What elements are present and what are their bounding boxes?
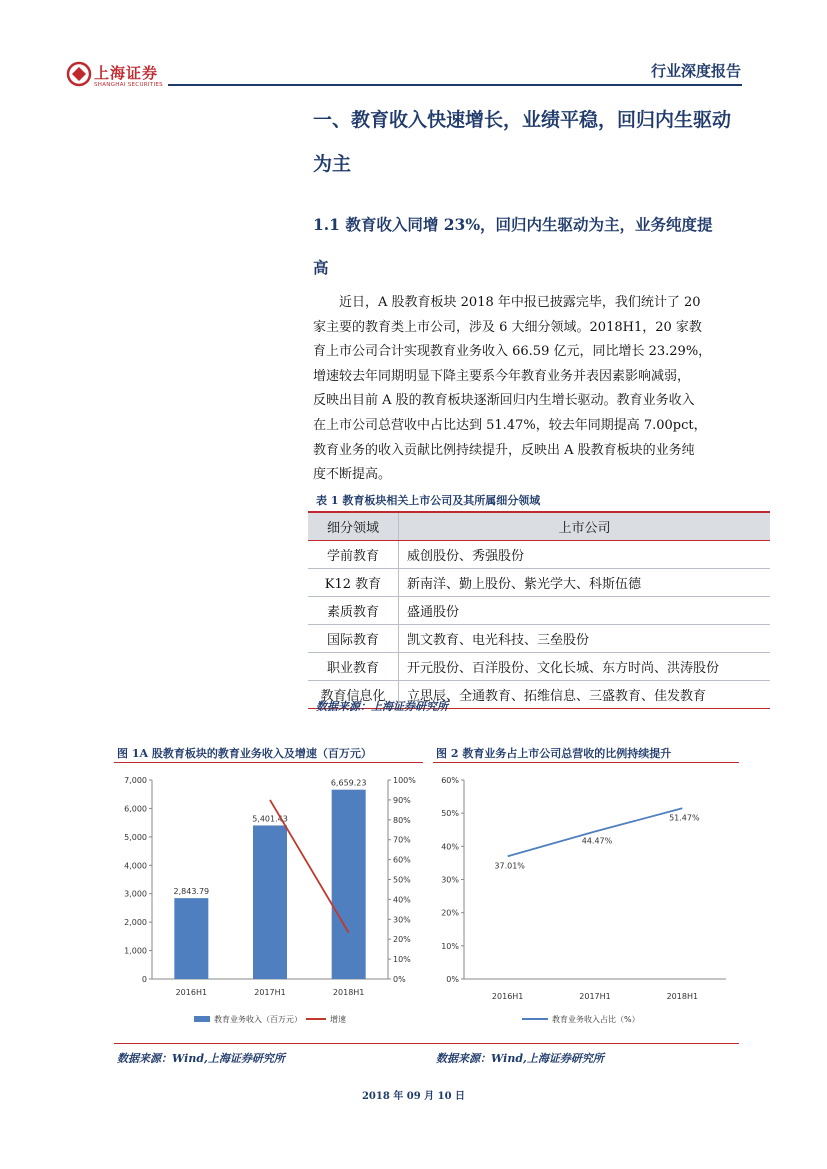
header-rule — [168, 84, 742, 86]
paragraph-line: 反映出目前 A 股的教育板块逐渐回归内生增长驱动。教育业务收入 — [313, 393, 695, 409]
y-tick-label: 0 — [141, 975, 147, 984]
paragraph-line: 教育业务的收入贡献比例持续提升，反映出 A 股教育板块的业务纯 — [313, 442, 695, 458]
table-row — [308, 625, 770, 653]
table-header-category: 细分领域 — [308, 512, 399, 541]
y-tick-label: 2,000 — [124, 918, 147, 928]
x-tick-label: 2017H1 — [254, 988, 286, 997]
y2-tick-label: 100% — [393, 776, 416, 785]
y-tick-label: 5,000 — [124, 832, 147, 842]
table-cell-category: 学前教育 — [308, 541, 399, 569]
y-tick-label: 1,000 — [124, 946, 147, 956]
y-tick-label: 4,000 — [124, 861, 147, 871]
table-cell-companies: 开元股份、百洋股份、文化长城、东方时尚、洪涛股份 — [399, 653, 771, 681]
figure2-title-rule — [433, 762, 739, 763]
bar — [332, 790, 366, 979]
legend-label-revenue: 教育业务收入（百万元） — [214, 1015, 302, 1024]
section-heading-line2: 为主 — [313, 153, 352, 175]
table-cell-companies: 凯文教育、电光科技、三垒股份 — [399, 625, 771, 653]
table-row — [308, 597, 770, 625]
table-cell-category: K12 教育 — [308, 569, 399, 597]
y2-tick-label: 40% — [393, 895, 411, 905]
table-cell-category: 素质教育 — [308, 597, 399, 625]
ratio-line — [508, 808, 683, 856]
x-tick-label: 2018H1 — [332, 988, 365, 997]
table-row — [308, 653, 770, 681]
y2-tick-label: 30% — [393, 915, 411, 925]
figures-bottom-rule — [114, 1043, 739, 1044]
company-name: 上海证券 — [94, 64, 159, 82]
report-date: 2018 年 09 月 10 日 — [361, 1091, 466, 1102]
body-paragraph — [313, 291, 743, 488]
figure1-chart — [110, 766, 430, 1036]
logo-emblem-icon — [66, 61, 92, 87]
y-tick-label: 0% — [446, 975, 459, 984]
table-cell-companies: 威创股份、秀强股份 — [399, 541, 771, 569]
table-cell-companies: 新南洋、勤上股份、紫光学大、科斯伍德 — [399, 569, 771, 597]
y-tick-label: 20% — [441, 908, 459, 918]
figure2-title: 图 2 教育业务占上市公司总营收的比例持续提升 — [436, 747, 672, 760]
x-tick-label: 2016H1 — [491, 992, 524, 1001]
figure1-title-rule — [114, 762, 423, 763]
y-tick-label: 50% — [441, 809, 459, 819]
y2-tick-label: 90% — [393, 795, 411, 805]
x-tick-label: 2018H1 — [666, 992, 699, 1001]
y-tick-label: 6,000 — [124, 804, 147, 814]
table-cell-companies: 盛通股份 — [399, 597, 771, 625]
y2-tick-label: 50% — [393, 875, 411, 885]
y-tick-label: 30% — [441, 875, 459, 885]
paragraph-line: 近日，A 股教育板块 2018 年中报已披露完毕，我们统计了 20 — [339, 295, 701, 310]
point-data-label: 44.47% — [581, 836, 613, 846]
paragraph-line: 增速较去年同期明显下降主要系今年教育业务并表因素影响减弱， — [313, 368, 691, 384]
subsection-heading-line1: 1.1 教育收入同增 23%，回归内生驱动为主，业务纯度提 — [313, 215, 713, 234]
table-cell-category: 职业教育 — [308, 653, 399, 681]
company-logo — [66, 60, 176, 94]
report-type-label: 行业深度报告 — [650, 62, 741, 80]
paragraph-line: 在上市公司总营收中占比达到 51.47%，较去年同期提高 7.00pct， — [313, 417, 707, 433]
point-data-label: 51.47% — [669, 813, 700, 823]
y-tick-label: 3,000 — [124, 889, 147, 899]
paragraph-line: 度不断提高。 — [313, 467, 392, 483]
segment-table — [308, 511, 770, 709]
x-tick-label: 2017H1 — [579, 992, 611, 1001]
figure1-title: 图 1A 股教育板块的教育业务收入及增速（百万元） — [117, 747, 372, 760]
figure1-source: 数据来源：Wind,上海证券研究所 — [117, 1052, 285, 1065]
point-data-label: 37.01% — [494, 861, 525, 871]
x-tick-label: 2016H1 — [175, 988, 208, 997]
y-tick-label: 10% — [441, 941, 459, 951]
section-heading-line1: 一、教育收入快速增长，业绩平稳，回归内生驱动 — [313, 109, 732, 131]
company-name-en: SHANGHAI SECURITIES — [94, 82, 163, 88]
bar — [174, 898, 208, 979]
table-title: 表 1 教育板块相关上市公司及其所属细分领域 — [316, 494, 541, 507]
y2-tick-label: 80% — [393, 815, 411, 825]
y2-tick-label: 0% — [393, 975, 406, 984]
table-row — [308, 541, 770, 569]
y2-tick-label: 10% — [393, 955, 411, 965]
table-cell-companies: 立思辰、全通教育、拓维信息、三盛教育、佳发教育 — [399, 681, 771, 709]
y2-tick-label: 60% — [393, 855, 411, 865]
y2-tick-label: 20% — [393, 935, 411, 945]
table-cell-category: 国际教育 — [308, 625, 399, 653]
y-tick-label: 40% — [441, 842, 459, 852]
table-header-row — [308, 512, 770, 541]
figure2-chart — [430, 766, 742, 1036]
legend-label-growth: 增速 — [330, 1015, 346, 1024]
bar-data-label: 2,843.79 — [173, 887, 210, 897]
table-header-companies: 上市公司 — [399, 512, 771, 541]
bar-data-label: 6,659.23 — [330, 778, 367, 788]
table-row — [308, 569, 770, 597]
y-tick-label: 7,000 — [124, 776, 147, 785]
bar-data-label: 5,401.43 — [252, 814, 288, 824]
subsection-heading-line2: 高 — [313, 258, 329, 277]
y2-tick-label: 70% — [393, 835, 411, 845]
table-cell-category: 教育信息化 — [308, 681, 399, 709]
legend-label-ratio: 教育业务收入占比（%） — [552, 1015, 640, 1024]
paragraph-line: 育上市公司合计实现教育业务收入 66.59 亿元，同比增长 23.29%， — [313, 344, 712, 360]
figure2-source: 数据来源：Wind,上海证券研究所 — [436, 1052, 604, 1065]
paragraph-line: 家主要的教育类上市公司，涉及 6 大细分领域。2018H1，20 家教 — [313, 319, 702, 335]
table-source: 数据来源：上海证券研究所 — [316, 700, 448, 713]
legend-swatch-bar — [194, 1016, 210, 1022]
bar — [253, 825, 287, 979]
y-tick-label: 60% — [441, 776, 459, 785]
